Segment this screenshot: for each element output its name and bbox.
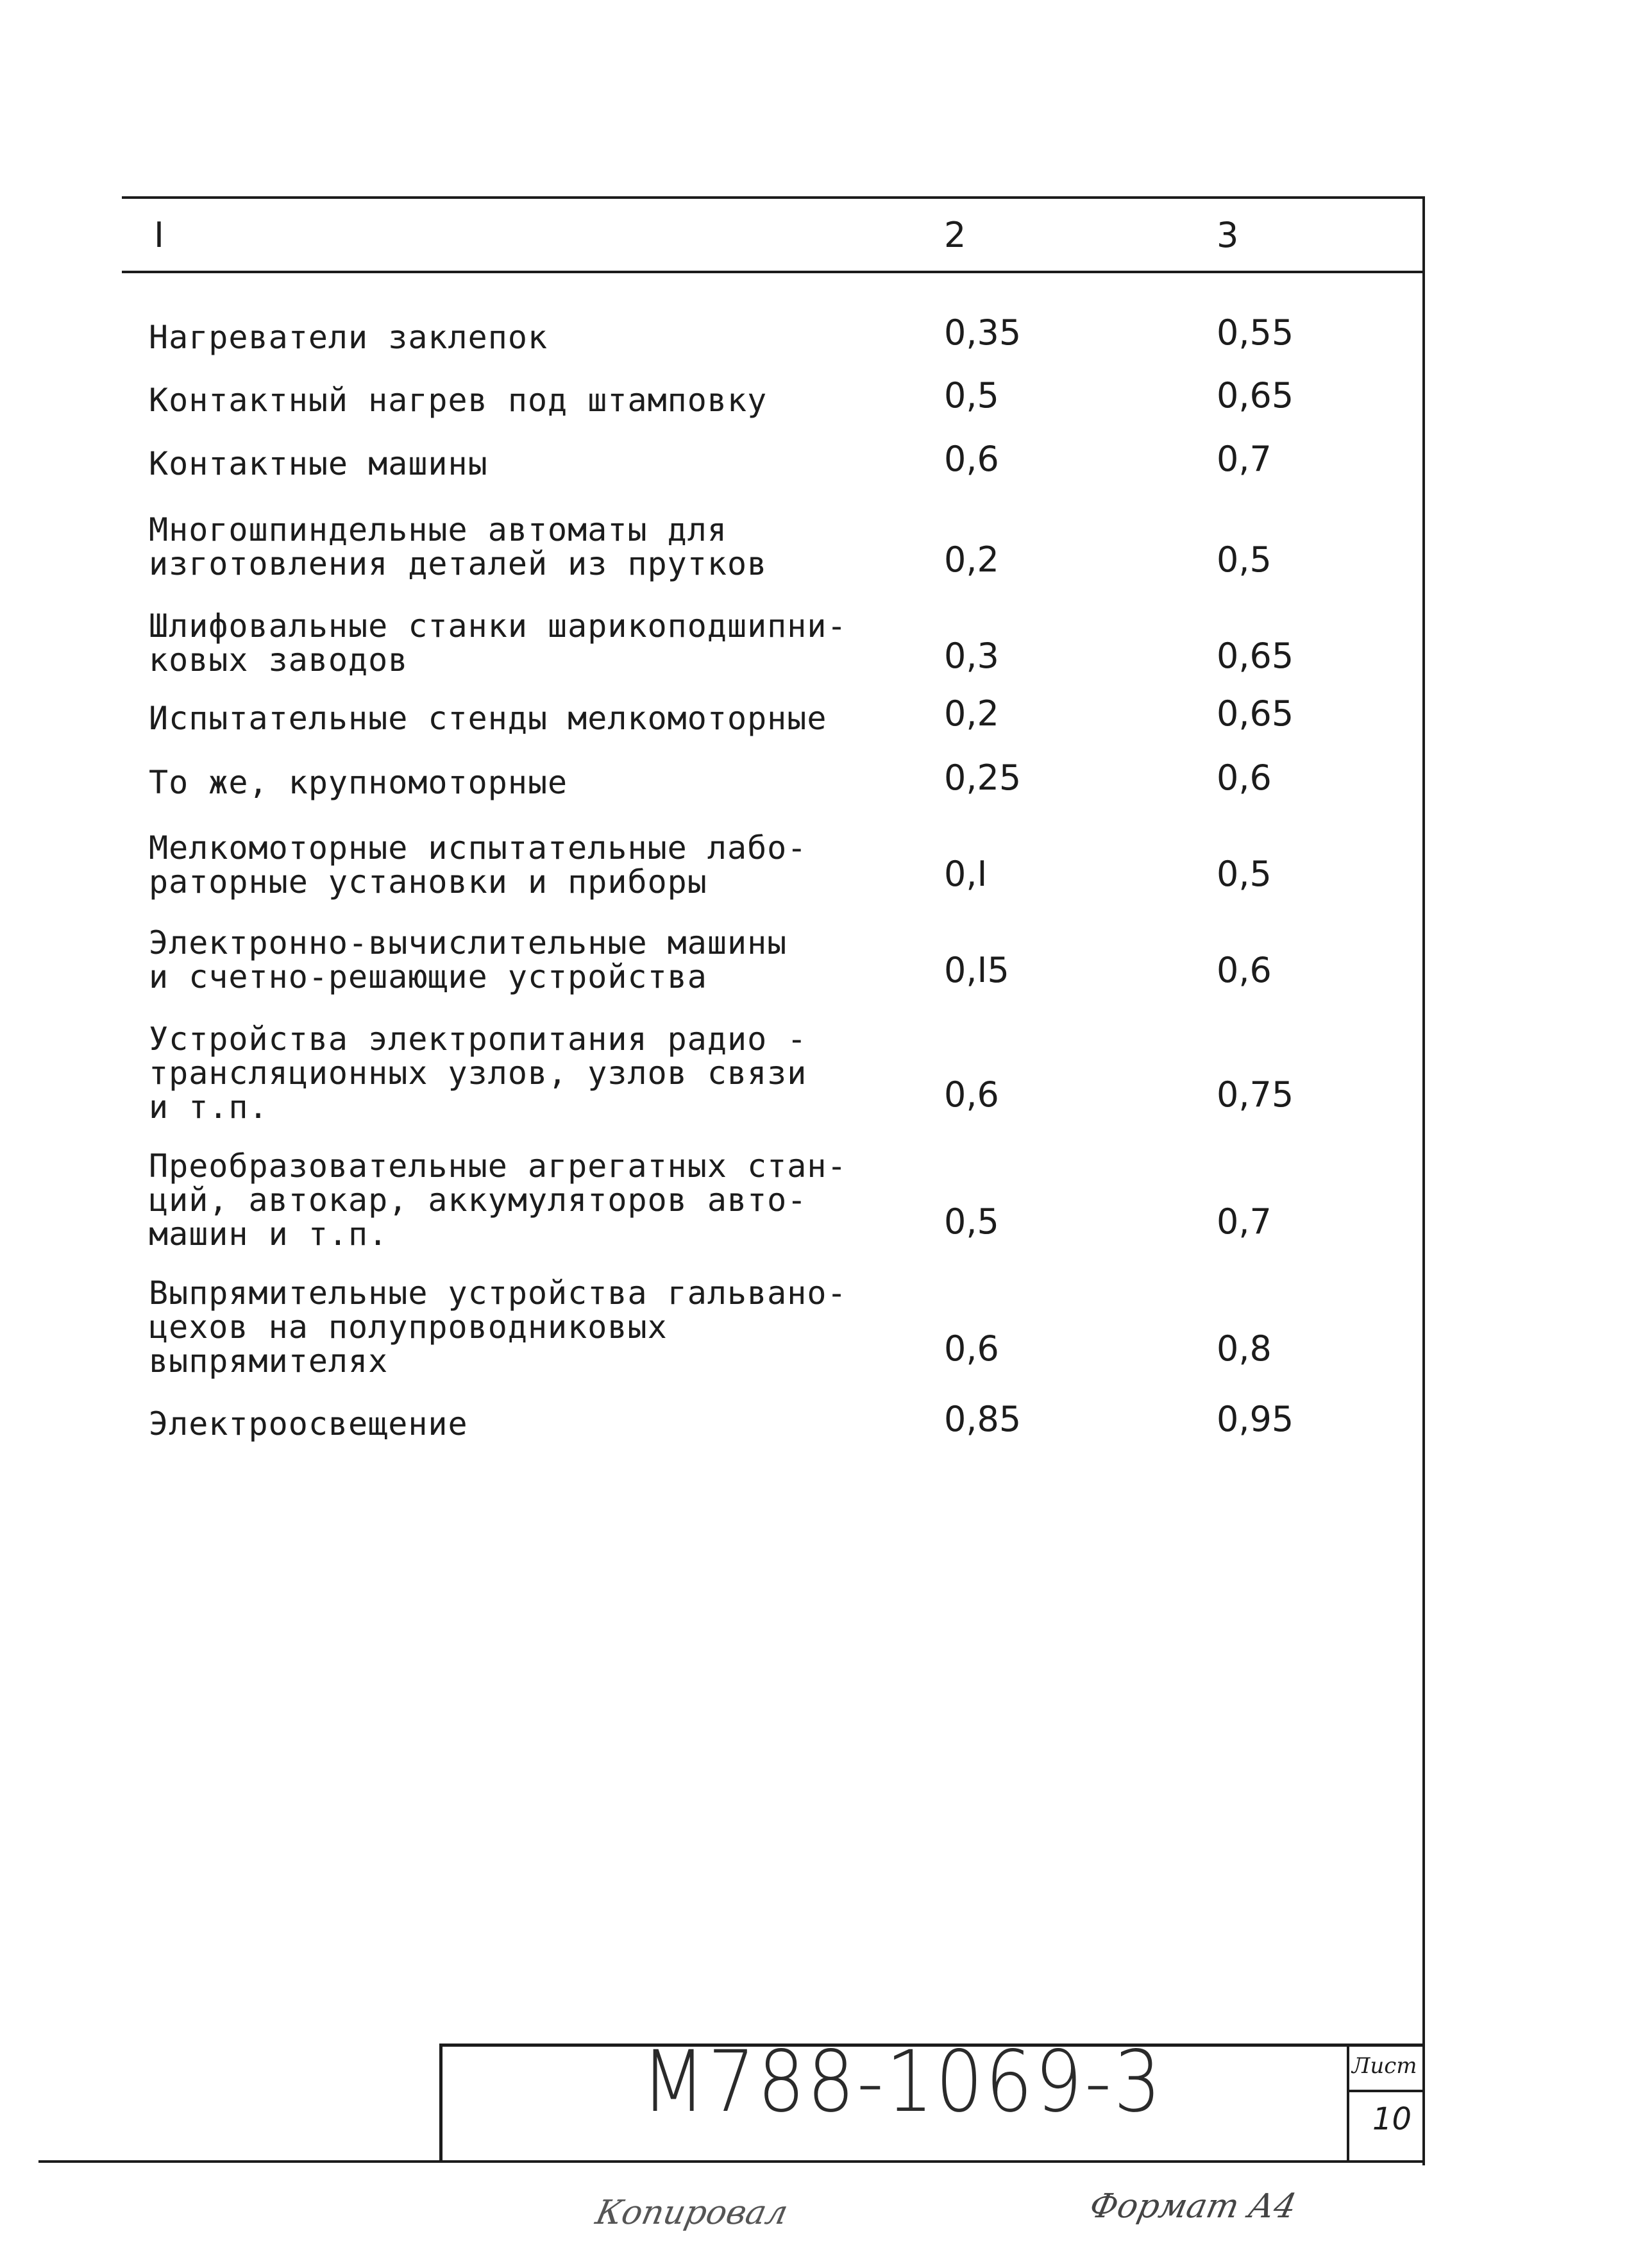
row-value-col3: 0,65	[1217, 375, 1294, 416]
sheet-number: 10	[1372, 2101, 1412, 2137]
row-value-col2: 0,6	[944, 1328, 999, 1369]
table-right-border	[1422, 196, 1425, 2165]
row-name: Многошпиндельные автоматы для изготовления деталей из прутков	[149, 511, 768, 582]
stamp-sheet-rule	[1347, 2090, 1425, 2092]
row-name: Устройства электропитания радио - трансляционных узлов, узлов связи и т.п.	[149, 1020, 807, 1126]
stamp-sheet-divider	[1347, 2044, 1349, 2162]
row-value-col2: 0,5	[944, 375, 999, 416]
row-name: Преобразовательные агрегатных стан- ций, автокар, аккумуляторов авто- машин и т.п.	[149, 1147, 847, 1253]
header-col-3: 3	[1217, 215, 1239, 255]
row-name: Испытательные стенды мелкомоторные	[149, 700, 827, 737]
page-bottom-rule	[38, 2160, 1425, 2163]
row-value-col2: 0,85	[944, 1399, 1022, 1439]
row-name: Мелкомоторные испытательные лабо- раторные установки и приборы	[149, 829, 807, 901]
footer-format: Формат А4	[1086, 2187, 1300, 2226]
header-col-2: 2	[944, 215, 966, 255]
row-name: Электроосвещение	[149, 1405, 468, 1443]
row-value-col3: 0,5	[1217, 539, 1272, 580]
row-name: Шлифовальные станки шарикоподшипни- ковых заводов	[149, 607, 847, 679]
row-value-col3: 0,7	[1217, 439, 1272, 479]
row-value-col3: 0,75	[1217, 1074, 1294, 1115]
row-value-col2: 0,35	[944, 312, 1022, 353]
row-value-col3: 0,95	[1217, 1399, 1294, 1439]
row-value-col3: 0,8	[1217, 1328, 1272, 1369]
row-value-col2: 0,2	[944, 539, 999, 580]
row-value-col3: 0,6	[1217, 757, 1272, 798]
document-code: М788-1069-3	[641, 2033, 1164, 2131]
row-value-col3: 0,7	[1217, 1201, 1272, 1242]
row-value-col2: 0,3	[944, 636, 999, 676]
row-value-col3: 0,55	[1217, 312, 1294, 353]
sheet-label: Лист	[1352, 2053, 1417, 2079]
row-value-col2: 0,2	[944, 693, 999, 734]
row-value-col2: 0,I	[944, 854, 988, 894]
row-name: То же, крупномоторные	[149, 764, 568, 801]
table-header-rule	[122, 271, 1425, 273]
row-value-col2: 0,6	[944, 439, 999, 479]
row-value-col3: 0,65	[1217, 636, 1294, 676]
row-value-col2: 0,25	[944, 757, 1022, 798]
footer-copied-by: Копировал	[592, 2194, 791, 2232]
stamp-left-border	[439, 2044, 443, 2162]
row-name: Электронно-вычислительные машины и счетно-решающие устройства	[149, 924, 788, 995]
table-top-rule	[122, 196, 1425, 199]
row-value-col2: 0,I5	[944, 950, 1009, 990]
header-col-1: I	[154, 215, 164, 255]
row-name: Контактные машины	[149, 445, 488, 482]
row-value-col2: 0,6	[944, 1074, 999, 1115]
row-name: Выпрямительные устройства гальвано- цехов на полупроводниковых выпрямителях	[149, 1274, 847, 1380]
row-name: Контактный нагрев под штамповку	[149, 382, 768, 419]
row-value-col3: 0,65	[1217, 693, 1294, 734]
row-value-col3: 0,6	[1217, 950, 1272, 990]
row-name: Нагреватели заклепок	[149, 319, 548, 356]
row-value-col3: 0,5	[1217, 854, 1272, 894]
row-value-col2: 0,5	[944, 1201, 999, 1242]
